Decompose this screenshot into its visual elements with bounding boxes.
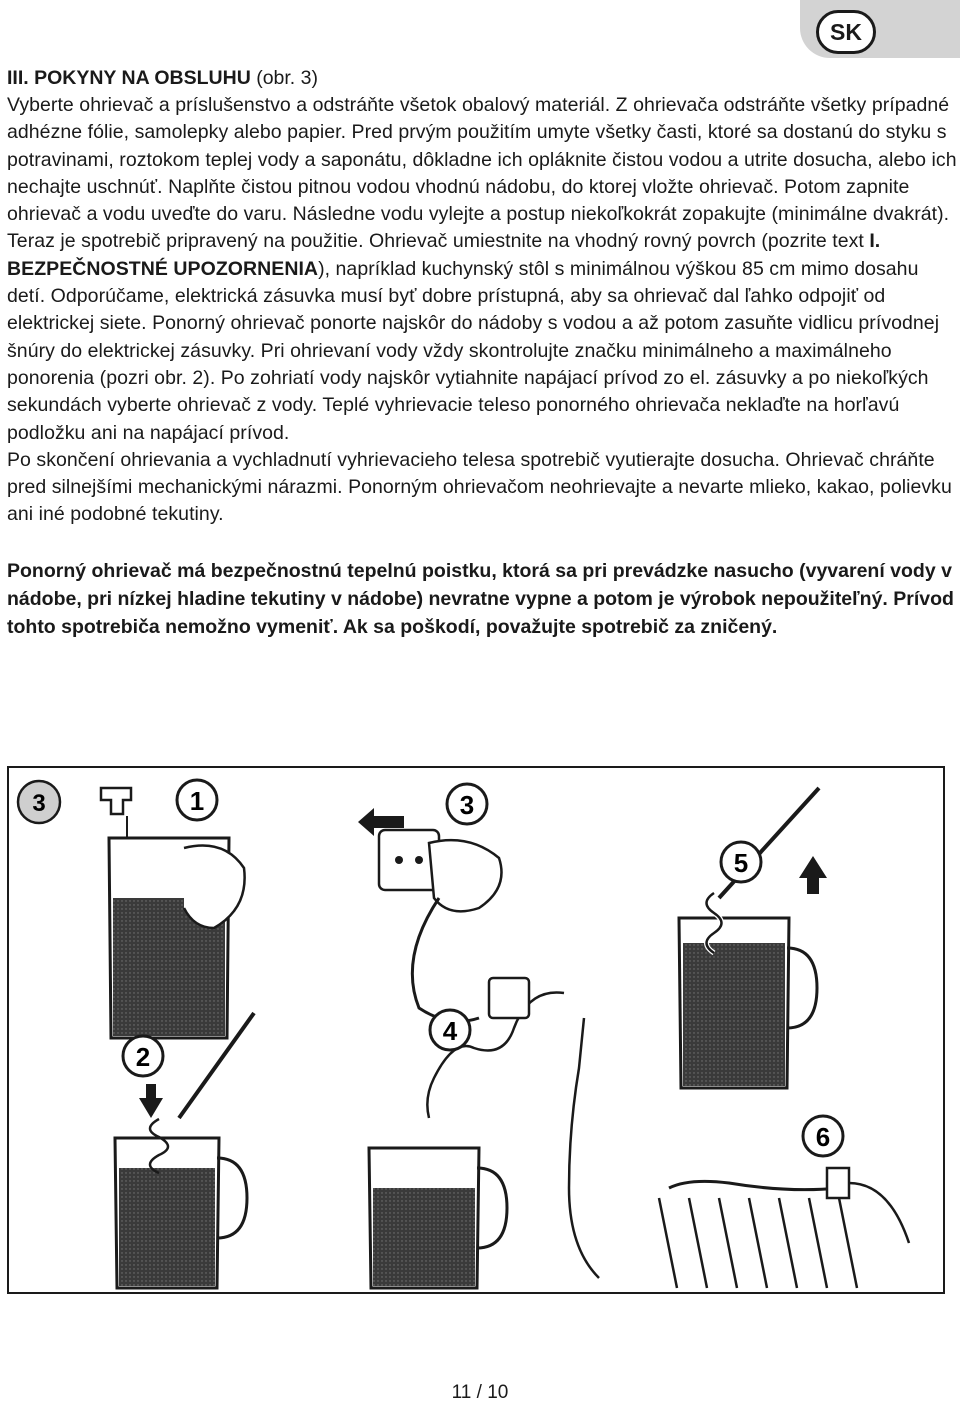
step-2-label: 2 (135, 1042, 151, 1072)
instructions-paragraph-2: Po skončení ohrievania a vychladnutí vyhrievacieho telesa spotrebič vyutierajte dosucha. Ohrievač chráňte pred silnejšími mechanickými nárazmi. Ponorným ohrievačom neohrievajte a nevarte mlieko, kakao, polievku ani iné podobné tekutiny. (7, 448, 952, 526)
safety-section-reference: I. BEZPEČNOSTNÉ UPOZORNENIA (7, 230, 881, 280)
instructions-text-1: Vyberte ohrievač a príslušenstvo a odstráňte všetok obalový materiál. Z ohrievača odstráňte všetky prípadné adhézne fólie, samolepky alebo papier. Pred prvým použitím umyte všetky časti, ktoré sa dostanú do styku s potravinami, roztokom teplej vody a saponátu, dôkladne ich opláknite čistou vodou a utrite dosucha, alebo ich nechajte uschnúť. Naplňte čistou pitnou vodou vhodnú nádobu, do ktorej vložte ohrievač. Potom zapnite ohrievač a vodu uveďte do varu. Následne vodu vylejte a postup niekoľkokrát zopakujte (minimálne dvakrát). Teraz je spotrebič pripravený na použitie. Ohrievač umiestnite na vhodný rovný povrch (pozrite text (7, 94, 957, 253)
instructions-paragraph-1 (7, 92, 957, 447)
language-badge: SK (816, 10, 876, 54)
step-3-label: 3 (459, 790, 475, 820)
step-4-label: 4 (442, 1016, 458, 1046)
step-1-fill-jug-illustration (101, 780, 245, 1038)
step-6-cooling-illustration (659, 1116, 909, 1288)
step-6-label: 6 (815, 1122, 831, 1152)
section-heading (7, 64, 957, 92)
figure-number: 3 (32, 790, 46, 817)
step-3-plug-in-illustration (358, 784, 502, 1021)
step-1-label: 1 (189, 786, 205, 816)
usage-illustration-drawing (9, 768, 943, 1292)
step-4-heating-illustration (369, 978, 599, 1288)
step-5-label: 5 (733, 848, 749, 878)
section-heading-ref: (obr. 3) (250, 67, 318, 89)
instructions-section (7, 64, 957, 660)
instructions-text-2: ), napríklad kuchynský stôl s minimálnou výškou 85 cm mimo dosahu detí. Odporúčame, elektrická zásuvka musí byť dobre prístupná, aby sa ohrievač dal ľahko odpojiť od elektrickej siete. Ponorný ohrievač ponorte najskôr do nádoby s vodou a až potom zasuňte vidlicu prívodnej šnúry do elektrickej zásuvky. Pri ohrievaní vody vždy skontrolujte značku minimálneho a maximálneho ponorenia (pozri obr. 2). Po zohriatí vody najskôr vytiahnite napájací prívod zo el. zásuvky a po niekoľkých sekundách vyberte ohrievač z vody. Teplé vyhrievacie teleso ponorného ohrievača neklaďte na horľavú podložku ani na napájací prívod. (7, 257, 940, 444)
step-5-remove-heater-illustration (679, 788, 827, 1088)
page-number: 11 / 10 (451, 1382, 509, 1403)
safety-fuse-warning: Ponorný ohrievač má bezpečnostnú tepelnú poistku, ktorá sa pri prevádzke nasucho (vyvarení vody v nádobe, pri nízkej hladine tekutiny v nádobe) nevratne vypne a potom je výrobok nepoužiteľný. Prívod tohto spotrebiča nemožno vymeniť. Ak sa poškodí, považujte spotrebič za zničený. (7, 559, 954, 638)
figure-number-badge (18, 781, 60, 823)
step-2-insert-heater-illustration (115, 1013, 254, 1288)
section-heading-title: III. POKYNY NA OBSLUHU (7, 67, 251, 89)
usage-illustration (7, 766, 945, 1294)
